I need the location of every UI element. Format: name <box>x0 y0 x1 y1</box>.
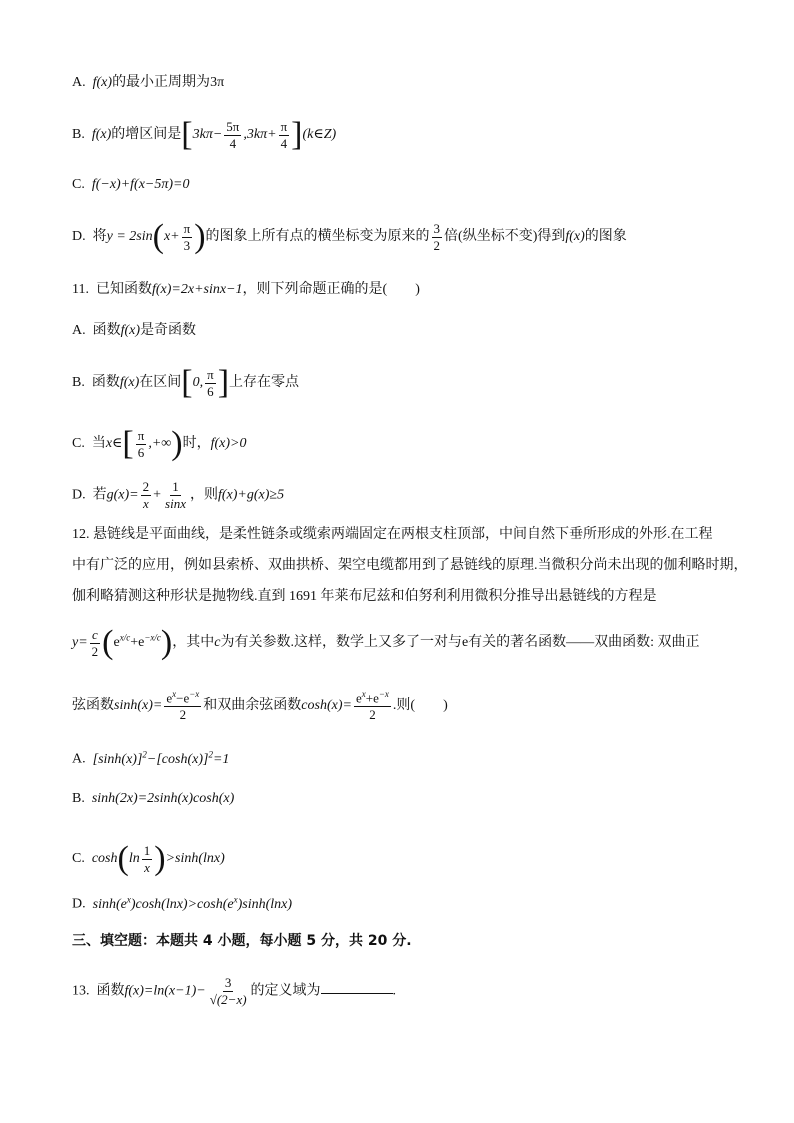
q10-option-b: B. f(x)的增区间是[3kπ− $\frac{5\pi}{4}$ ,3kπ+ $\frac{\pi}{4}$ ](k∈Z) <box>72 116 337 153</box>
answer-blank[interactable] <box>321 981 393 994</box>
q13: 13. 函数f(x)=ln(x−1)− $\frac{3}{√(2-x)}$ 的定义域为 . <box>72 975 397 1007</box>
q12-line-2: 中有广泛的应用，例如县索桥、双曲拱桥、架空电缆都用到了悬链线的原理.当微积分尚未出现的伽利略时期， <box>72 558 748 573</box>
q12-option-c: C. cosh(ln $\frac{1}{x}$ )>sinh(lnx) <box>72 840 225 877</box>
q12-line-4: y= $\frac{c}{2}$ $(e^{x/c}+e^{-x/c})$，其中c为有关参数.这样，数学上又多了一对与e有关的著名函数——双曲函数: 双曲正 <box>72 624 700 661</box>
q12-option-d: D. $\sinh(e^x)\cosh(\ln x)>\cosh(e^x)\sinh(\ln x)$ <box>72 894 293 912</box>
section-3-heading: 三、填空题：本题共 4 小题，每小题 5 分，共 20 分. <box>72 933 412 949</box>
q10-option-c: C. f(−x)+f(x−5π)=0 <box>72 177 190 192</box>
q11-option-d: D. 若g(x)= $\frac{2}{x}$ + $\frac{1}{\sin x}$ ，则f(x)+g(x)≥5 <box>72 479 285 511</box>
q12-line-5: 弦函数sinh(x)= $\frac{e^x-e^{-x}}{2}$ 和双曲余弦函数cosh(x)= $\frac{e^x+e^{-x}}{2}$ .则( ) <box>72 689 448 722</box>
q11-option-a: A. 函数f(x)是奇函数 <box>72 323 197 338</box>
q11-stem: 11. 已知函数f(x)=2x+sinx−1，则下列命题正确的是( ) <box>72 282 420 297</box>
q11-option-c: C. 当x∈[ $\frac{\pi}{6}$ ,+∞)时，f(x)>0 <box>72 425 247 462</box>
q10-option-d: D. 将y = 2sin(x+ $\frac{\pi}{3}$ )的图象上所有点的横坐标变为原来的 $\frac{3}{2}$ 倍(纵坐标不变)得到f(x)的图象 <box>72 218 627 255</box>
q12-line-3: 伽利略猜测这种形状是抛物线.直到 1691 年莱布尼兹和伯努利利用微积分推导出悬链线的方程是 <box>72 589 657 604</box>
q11-option-b: B. 函数f(x)在区间[0, $\frac{\pi}{6}$ ]上存在零点 <box>72 364 300 401</box>
q12-option-b: B. sinh(2x)=2sinh(x)cosh(x) <box>72 791 235 806</box>
q12-option-a: A. $[\sinh(x)]^2-[\cosh(x)]^2=1$ <box>72 749 230 767</box>
q10-option-a: A. f(x)的最小正周期为3π <box>72 75 225 90</box>
q12-line-1: 12. 悬链线是平面曲线，是柔性链条或缆索两端固定在两根支柱顶部，中间自然下垂所形成的外形.在工程 <box>72 527 713 542</box>
